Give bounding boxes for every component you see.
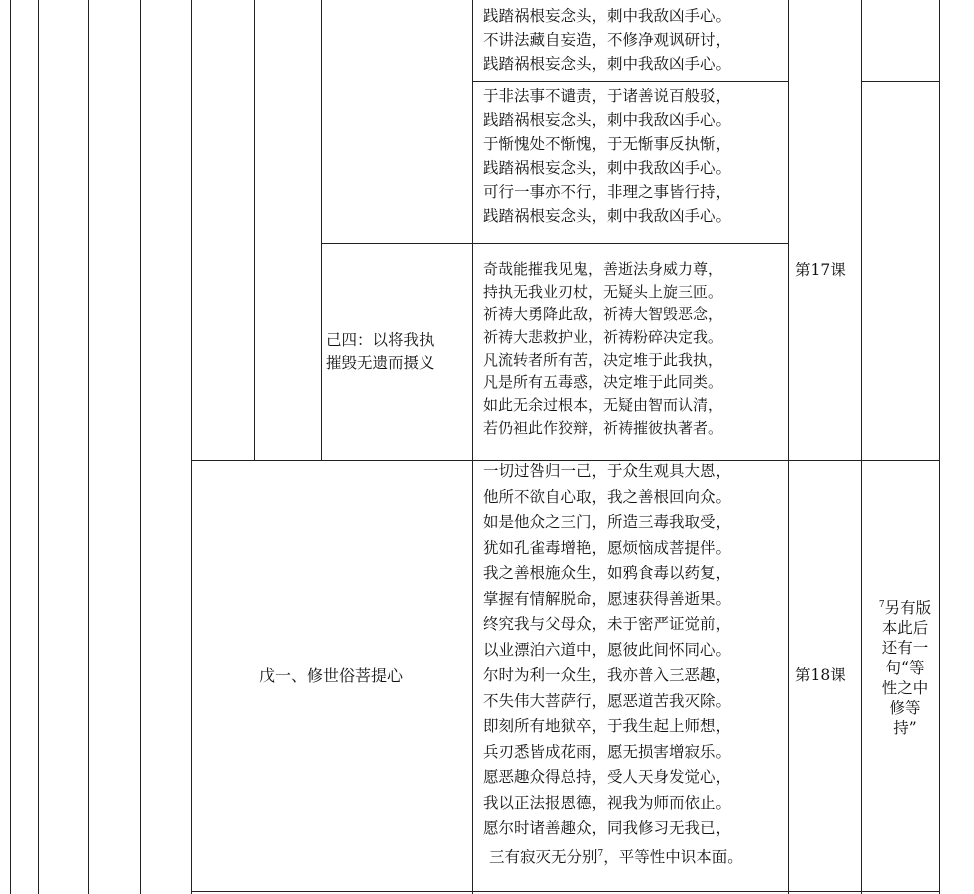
verse-line: 如是他众之三门，所造三毒我取受， (483, 513, 732, 531)
verse-line: 可行一事亦不行，非理之事皆行持， (483, 183, 732, 201)
verse-line: 如此无余过根本，无疑由智而认清， (483, 396, 724, 415)
verse-line (483, 842, 783, 868)
lesson-label: 第18课 (795, 666, 846, 684)
lesson-label: 第17课 (795, 261, 846, 279)
verse-line: 祈祷大勇降此敌，祈祷大智毁恶念， (483, 305, 724, 324)
footnote-mark: 7 (878, 600, 885, 610)
table-rule (321, 0, 322, 460)
verse-line: 尔时为利一众生，我亦普入三恶趣， (483, 666, 732, 684)
section-heading-line: 己四：以将我执 (326, 331, 435, 349)
footnote-line: 修等 (889, 699, 921, 718)
verse-block (483, 258, 783, 440)
table-rule (861, 81, 939, 82)
footnote-line (866, 595, 944, 618)
footnote-line: 句“等 (885, 659, 925, 678)
verse-line: 即刻所有地狱卒，于我生起上师想， (483, 717, 732, 735)
verse-line: 他所不欲自心取，我之善根回向众。 (483, 487, 732, 506)
verse-line: 犹如孔雀毒增艳，愿烦恼成菩提伴。 (483, 538, 732, 557)
table-rule (788, 0, 789, 894)
footnote-line: 还有一 (881, 639, 929, 658)
verse-text: ，平等性中识本面。 (603, 847, 743, 866)
verse-line: 践踏祸根妄念头，刺中我敌凶手心。 (483, 111, 732, 129)
verse-line: 兵刃悉皆成花雨，愿无损害增寂乐。 (483, 742, 732, 761)
section-heading: 戊一、修世俗菩提心 (259, 666, 404, 685)
verse-line: 于惭愧处不惭愧，于无惭事反执惭， (483, 135, 732, 153)
verse-line: 以业漂泊六道中，愿彼此间怀同心。 (483, 640, 732, 659)
table-rule (191, 0, 192, 894)
verse-text: 三有寂灭无分别 (489, 847, 598, 866)
verse-line: 一切过咎归一己，于众生观具大恩， (483, 462, 732, 480)
table-rule (38, 0, 39, 894)
verse-line: 践踏祸根妄念头，刺中我敌凶手心。 (483, 55, 732, 73)
verse-line: 掌握有情解脱命，愿速获得善逝果。 (483, 589, 732, 608)
verse-line: 践踏祸根妄念头，刺中我敌凶手心。 (483, 7, 732, 25)
table-border-right (939, 0, 940, 894)
footnote (866, 595, 944, 738)
verse-line: 凡是所有五毒惑，决定堆于此同类。 (483, 373, 724, 392)
footnote-text: 另有版 (884, 599, 932, 618)
verse-block (483, 84, 783, 228)
verse-line: 我之善根施众生，如鸦食毒以药复， (483, 564, 732, 582)
verse-line: 凡流转者所有苦，决定堆于此我执， (483, 350, 724, 369)
verse-line: 持执无我业刃杖，无疑头上旋三匝。 (483, 282, 724, 301)
verse-line: 践踏祸根妄念头，刺中我敌凶手心。 (483, 207, 732, 225)
verse-line: 祈祷大悲救护业，祈祷粉碎决定我。 (483, 328, 724, 347)
table-rule (472, 81, 788, 82)
table-border-left (10, 0, 11, 894)
verse-line: 愿恶趣众得总持，受人天身发觉心， (483, 768, 732, 786)
table-rule (254, 0, 255, 460)
verse-line: 若仍袒此作狡辩，祈祷摧彼执著者。 (483, 418, 724, 437)
section-heading-line: 摧毁无遗而摄义 (326, 354, 435, 372)
verse-line: 践踏祸根妄念头，刺中我敌凶手心。 (483, 159, 732, 177)
table-rule (472, 0, 473, 894)
section-heading (326, 329, 471, 375)
verse-line: 于非法事不谴责，于诸善说百般驳， (483, 87, 732, 105)
table-rule (321, 243, 788, 244)
footnote-line: 性之中 (881, 679, 929, 698)
verse-block (483, 459, 783, 867)
verse-line: 我以正法报恩德，视我为师而依止。 (483, 793, 732, 812)
footnote-mark: 7 (597, 848, 604, 859)
footnote-line: 持” (893, 719, 917, 738)
verse-block (483, 4, 783, 76)
table-rule (191, 891, 939, 892)
verse-line: 终究我与父母众，未于密严证觉前， (483, 615, 732, 633)
verse-line: 不讲法藏自妄造，不修净观讽研讨， (483, 31, 732, 49)
footnote-line: 本此后 (881, 619, 929, 638)
table-rule (140, 0, 141, 894)
verse-line: 奇哉能摧我见鬼，善逝法身威力尊， (483, 260, 724, 278)
verse-line: 愿尔时诸善趣众，同我修习无我已， (483, 819, 732, 837)
verse-line: 不失伟大菩萨行，愿恶道苦我灭除。 (483, 691, 732, 710)
table-rule (88, 0, 89, 894)
table-rule (861, 0, 862, 894)
